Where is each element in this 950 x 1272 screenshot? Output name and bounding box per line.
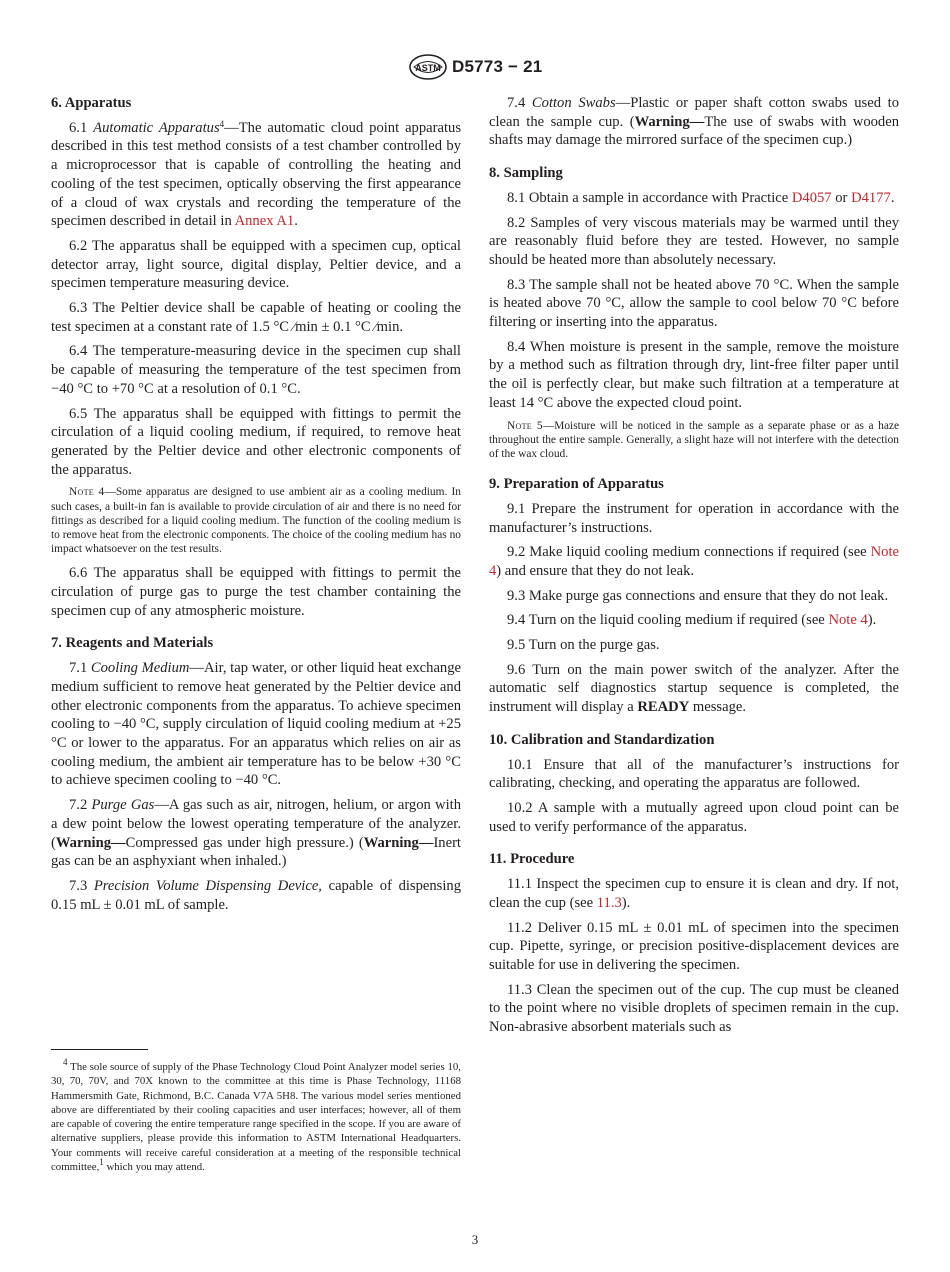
paragraph-6-2: 6.2 The apparatus shall be equipped with a specimen cup, optical detector array, light source, digital display, Peltier device, and a specimen temperature measuring device. xyxy=(51,237,461,292)
paragraph-8-3: 8.3 The sample shall not be heated above 70 °C. When the sample is heated above 70 °C, allow the sample to cool below 70 °C before filtering or inserting into the apparatus. xyxy=(489,276,899,331)
page-header xyxy=(0,54,950,84)
footnote-divider xyxy=(51,1049,148,1050)
paragraph-8-1: 8.1 Obtain a sample in accordance with Practice D4057 or D4177. xyxy=(507,189,895,206)
footnote-4: $^4$ The sole source of supply of the Phase Technology Cloud Point Analyzer model series 10, 30, 70, 70V, and 70X known to the committee at this time is Phase Technology, 11168 Hammersmith Gate, Richmond, B.C. Canada V7A 5H8. The various model series mentioned above are differentiated by their cooling capacities and user interfaces; however, all of them are capable of covering the entire temperature range specified in the scope. If you are aware of alternative suppliers, please provide this information to ASTM International Headquarters. Your comments will receive careful consideration at a meeting of the responsible technical committee,$^1$ which you may attend. xyxy=(51,1057,461,1174)
document-designation: D5773 − 21 xyxy=(452,57,543,76)
section-9-heading: 9. Preparation of Apparatus xyxy=(489,476,664,493)
paragraph-6-3: 6.3 The Peltier device shall be capable of heating or cooling the test specimen at a constant rate of 1.5 °C ⁄min ± 0.1 °C ⁄min. xyxy=(51,300,461,335)
note-4-link[interactable]: Note 4 xyxy=(828,612,868,629)
d4177-link[interactable]: D4177 xyxy=(851,189,891,206)
paragraph-6-1: 6.1 Automatic Apparatus$^4$—The automatic cloud point apparatus described in this test method consists of a test chamber controlled by a microprocessor that is capable of controlling the heating and cooling of the test specimen, optically observing the first appearance of a cloud of wax crystals and recording the temperature of the specimen described in detail in Annex A1. xyxy=(51,118,462,230)
astm-logo-icon xyxy=(408,54,448,80)
note-4-link[interactable]: Note 4 xyxy=(489,544,899,579)
left-column xyxy=(51,94,461,920)
note-5: Note 5—Moisture will be noticed in the sample as a separate phase or as a haze throughout the entire sample. Generally, a slight haze will not interfere with the detection of the wax cloud. xyxy=(489,419,899,460)
section-7-heading: 7. Reagents and Materials xyxy=(51,635,214,652)
paragraph-6-6: 6.6 The apparatus shall be equipped with fittings to permit the circulation of purge gas to purge the test chamber containing the specimen cup of any atmospheric moisture. xyxy=(51,565,461,619)
paragraph-7-1: 7.1 Cooling Medium—Air, tap water, or other liquid heat exchange medium sufficient to remove heat generated by the Peltier device and other electronic components from the apparatus. To achieve specimen cooling to −40 °C, supply circulation of liquid cooling medium at +25 °C or lower to the apparatus. For an apparatus which relies on air as cooling medium, the ambient air temperature has to be below +30 °C to achieve specimen cooling to −40 °C. xyxy=(51,660,461,789)
paragraph-9-6: 9.6 Turn on the main power switch of the analyzer. After the automatic self diagnostics startup sequence is completed, the instrument will display a READY message. xyxy=(489,661,899,716)
paragraph-11-2: 11.2 Deliver 0.15 mL ± 0.01 mL of specimen into the specimen cup. Pipette, syringe, or precision positive-displacement devices are suitable for use in delivering the specimen. xyxy=(489,919,899,973)
logo-text: ASTM xyxy=(415,63,441,73)
d4057-link[interactable]: D4057 xyxy=(791,189,832,206)
paragraph-7-4: 7.4 Cotton Swabs—Plastic or paper shaft cotton swabs used to clean the sample cup. (Warning—The use of swabs with wooden shafts may damage the mirrored surface of the specimen cup.) xyxy=(489,95,900,149)
paragraph-9-1: 9.1 Prepare the instrument for operation in accordance with the manufacturer’s instructions. xyxy=(489,500,899,536)
paragraph-6-5: 6.5 The apparatus shall be equipped with fittings to permit the circulation of a liquid cooling medium, if required, to remove heat generated by the Peltier device and other electronic components of the apparatus. xyxy=(51,405,461,478)
paragraph-11-1: 11.1 Inspect the specimen cup to ensure it is clean and dry. If not, clean the cup (see 11.3). xyxy=(489,876,899,911)
note-4: Note 4—Some apparatus are designed to use ambient air as a cooling medium. In such cases, a built-in fan is available to provide circulation of air and there is no need for fittings as described for a liquid cooling medium. The function of the cooling medium is to remove heat from the electronic components. The choice of the cooling medium has no impact whatsoever on the test results. xyxy=(51,486,461,556)
paragraph-7-2: 7.2 Purge Gas—A gas such as air, nitrogen, helium, or argon with a dew point below the lowest operating temperature of the analyzer. (Warning—Compressed gas under high pressure.) (Warning—Inert gas can be an asphyxiant when inhaled.) xyxy=(51,797,461,870)
section-10-heading: 10. Calibration and Standardization xyxy=(489,731,715,748)
paragraph-11-3: 11.3 Clean the specimen out of the cup. The cup must be cleaned to the point where no visible droplets of specimen remain in the cup. Non-abrasive absorbent materials such as xyxy=(489,981,899,1036)
right-column xyxy=(489,94,899,1043)
paragraph-9-5: 9.5 Turn on the purge gas. xyxy=(507,637,660,654)
section-6-heading: 6. Apparatus xyxy=(51,95,132,111)
paragraph-10-2: 10.2 A sample with a mutually agreed upon cloud point can be used to verify performance of the apparatus. xyxy=(489,800,899,835)
paragraph-9-4: 9.4 Turn on the liquid cooling medium if required (see Note 4). xyxy=(507,612,877,629)
paragraph-7-3: 7.3 Precision Volume Dispensing Device, capable of dispensing 0.15 mL ± 0.01 mL of sample. xyxy=(51,877,461,913)
paragraph-10-1: 10.1 Ensure that all of the manufacturer’s instructions for calibrating, checking, and operating the apparatus are followed. xyxy=(489,756,899,792)
paragraph-6-4: 6.4 The temperature-measuring device in the specimen cup shall be capable of measuring the temperature of the test specimen from −40 °C to +70 °C at a resolution of 0.1 °C. xyxy=(51,343,461,397)
paragraph-8-4: 8.4 When moisture is present in the sample, remove the moisture by a method such as filtration through dry, lint-free filter paper until the oil is perfectly clear, but make such filtration at a temperature at least 14 °C above the expected cloud point. xyxy=(489,338,899,411)
annex-a1-link[interactable]: Annex A1 xyxy=(234,213,295,230)
paragraph-9-2: 9.2 Make liquid cooling medium connections if required (see Note 4) and ensure that they do not leak. xyxy=(489,544,899,579)
paragraph-9-3: 9.3 Make purge gas connections and ensure that they do not leak. xyxy=(507,587,889,604)
section-11-heading: 11. Procedure xyxy=(489,851,575,868)
section-11-3-link[interactable]: 11.3 xyxy=(596,894,622,911)
paragraph-8-2: 8.2 Samples of very viscous materials may be warmed until they are reasonably fluid before they are tested. However, no sample should be heated more than absolutely necessary. xyxy=(489,214,899,268)
page-number: 3 xyxy=(471,1232,479,1247)
section-8-heading: 8. Sampling xyxy=(489,165,563,182)
